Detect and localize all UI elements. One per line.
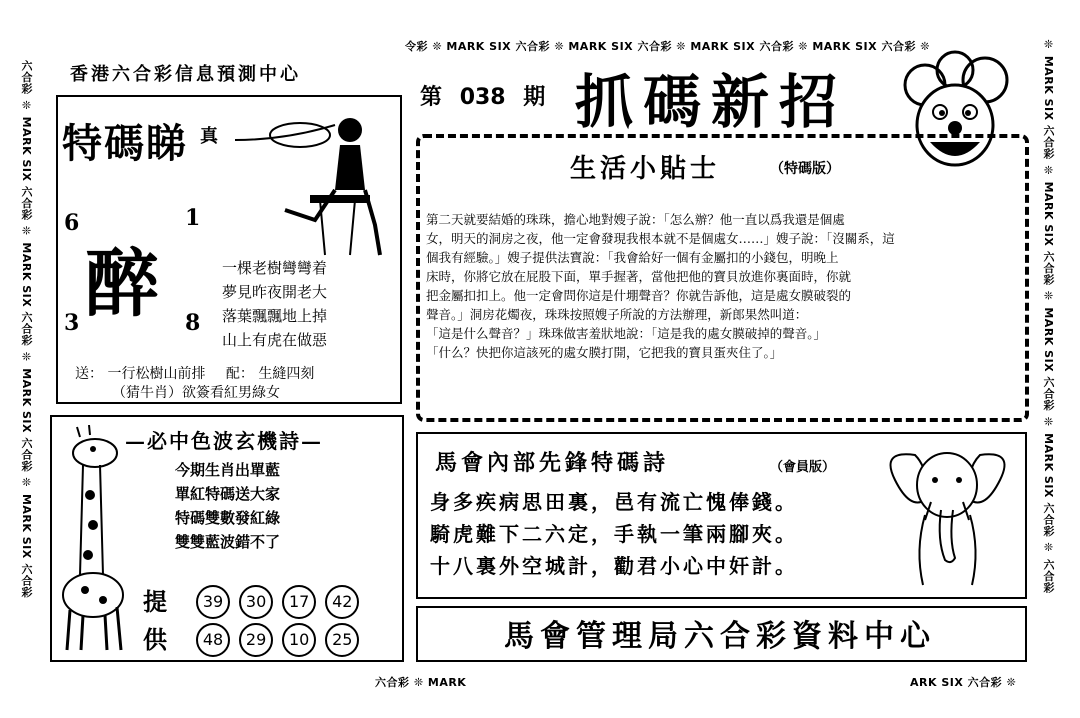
issue-suffix: 期 (523, 85, 546, 110)
bottom-border-strip: 六合彩 ❊ MARK (375, 676, 467, 689)
number-ball: 17 (282, 585, 316, 619)
tema-title: 特碼睇 (62, 120, 188, 167)
tema-number: 8 (185, 310, 201, 336)
provide-label-bottom: 供 (143, 625, 167, 654)
elephant-icon (875, 440, 1020, 590)
story-line: 第二天就要結婚的珠珠，擔心地對嫂子說：「怎么辦？他一直以爲我還是個處 (426, 212, 845, 227)
number-ball: 48 (196, 623, 230, 657)
story-line: 個我有經驗。」嫂子提供法寶說：「我會給好一個有金屬扣的小錢包，明晚上 (426, 250, 839, 265)
story-line: 「什么？快把你這該死的處女膜打開，它把我的寶貝蛋夾住了。」 (426, 345, 783, 360)
mahui-title: 馬會內部先鋒特碼詩 (435, 450, 670, 476)
mahui-lines (430, 486, 910, 582)
main-title: 抓碼新招 (575, 68, 848, 136)
color-poem-lines (175, 458, 385, 554)
send-text: 一行松樹山前排 (107, 366, 206, 382)
number-ball: 30 (239, 585, 273, 619)
number-ball: 25 (325, 623, 359, 657)
provide-label-top: 提 (143, 587, 167, 616)
tema-subtitle: 真 (200, 126, 218, 147)
color-poem-line: 今期生肖出單藍 (175, 461, 281, 479)
poem-line: 一棵老樹彎彎着 (222, 259, 328, 277)
mahui-line: 身多疾病思田裏，邑有流亡愧俸錢。 (430, 490, 798, 514)
poem-line: 落葉飄飄地上掉 (222, 307, 328, 325)
pair-label: 配： (225, 366, 254, 382)
tips-story (426, 210, 1016, 362)
issue-label (420, 80, 545, 111)
story-line: 「這是什么聲音？」珠珠做害羞狀地說：「這是我的處女膜破掉的聲音。」 (426, 326, 827, 341)
issue-number: 038 (459, 85, 506, 110)
tema-big-char: 醉 (85, 241, 159, 327)
number-row-2 (196, 623, 363, 657)
tema-number: 6 (64, 210, 80, 236)
number-row-1 (196, 585, 363, 619)
mahui-tag: （會員版） (770, 460, 836, 475)
story-line: 床時，你將它放在屁股下面，單手握著，當他把他的寶貝放進你裏面時，你就 (426, 269, 852, 284)
mahui-line: 十八裏外空城計，勸君小心中奸計。 (430, 554, 798, 578)
poem-line: 夢見昨夜開老大 (222, 283, 328, 301)
number-ball: 42 (325, 585, 359, 619)
center-title: 香港六合彩信息預測中心 (70, 64, 301, 85)
color-poem-line: 雙雙藍波錯不了 (175, 533, 281, 551)
pair-text: 生縫四刻 (258, 366, 315, 382)
send-line (75, 363, 314, 383)
tema-number: 3 (64, 310, 80, 336)
giraffe-icon (55, 425, 135, 653)
number-ball: 39 (196, 585, 230, 619)
color-poem-line: 單紅特碼送大家 (175, 485, 281, 503)
tips-tag: （特碼版） (770, 161, 840, 177)
tips-title: 生活小貼士 (570, 154, 721, 184)
number-ball: 29 (239, 623, 273, 657)
send-label: 送： (75, 366, 103, 382)
color-poem-title: —必中色波玄機詩— (125, 429, 323, 453)
left-border-strip: 六合彩 ❊ MARK SIX 六合彩 ❊ MARK SIX 六合彩 ❊ MARK SIX 六合彩 ❊ MARK SIX 六合彩 (20, 60, 33, 598)
whip-woman-icon (225, 110, 395, 260)
number-ball: 10 (282, 623, 316, 657)
story-line: 女，明天的洞房之夜，他一定會發現我根本就不是個處女……」嫂子說：「沒關系，這 (426, 231, 895, 246)
top-border-strip: 令彩 ❊ MARK SIX 六合彩 ❊ MARK SIX 六合彩 ❊ MARK SIX 六合彩 ❊ MARK SIX 六合彩 ❊ (405, 40, 930, 53)
story-line: 把金屬扣扣上。他一定會問你這是什堋聲音？你就告訴他，這是處女膜破裂的 (426, 288, 852, 303)
tema-number: 1 (185, 205, 201, 231)
mahui-line: 騎虎難下二六定，手執一筆兩腳夾。 (430, 522, 798, 546)
tema-poem (222, 256, 382, 352)
right-border-strip: ❊ MARK SIX 六合彩 ❊ MARK SIX 六合彩 ❊ MARK SIX 六合彩 ❊ MARK SIX 六合彩 ❊ 六合彩 (1042, 38, 1055, 594)
color-poem-line: 特碼雙數發紅綠 (175, 509, 281, 527)
bottom-right-border-strip: ARK SIX 六合彩 ❊ (910, 676, 1017, 689)
story-line: 聲音。」洞房花燭夜，珠珠按照嫂子所說的方法辦理，新郎果然叫道： (426, 307, 808, 322)
issue-prefix: 第 (420, 85, 443, 110)
footer-banner: 馬會管理局六合彩資料中心 (504, 619, 936, 654)
poem-line: 山上有虎在做惡 (222, 331, 328, 349)
zodiac-hint: （猜牛肖）欲簽看紅男綠女 (112, 385, 280, 401)
